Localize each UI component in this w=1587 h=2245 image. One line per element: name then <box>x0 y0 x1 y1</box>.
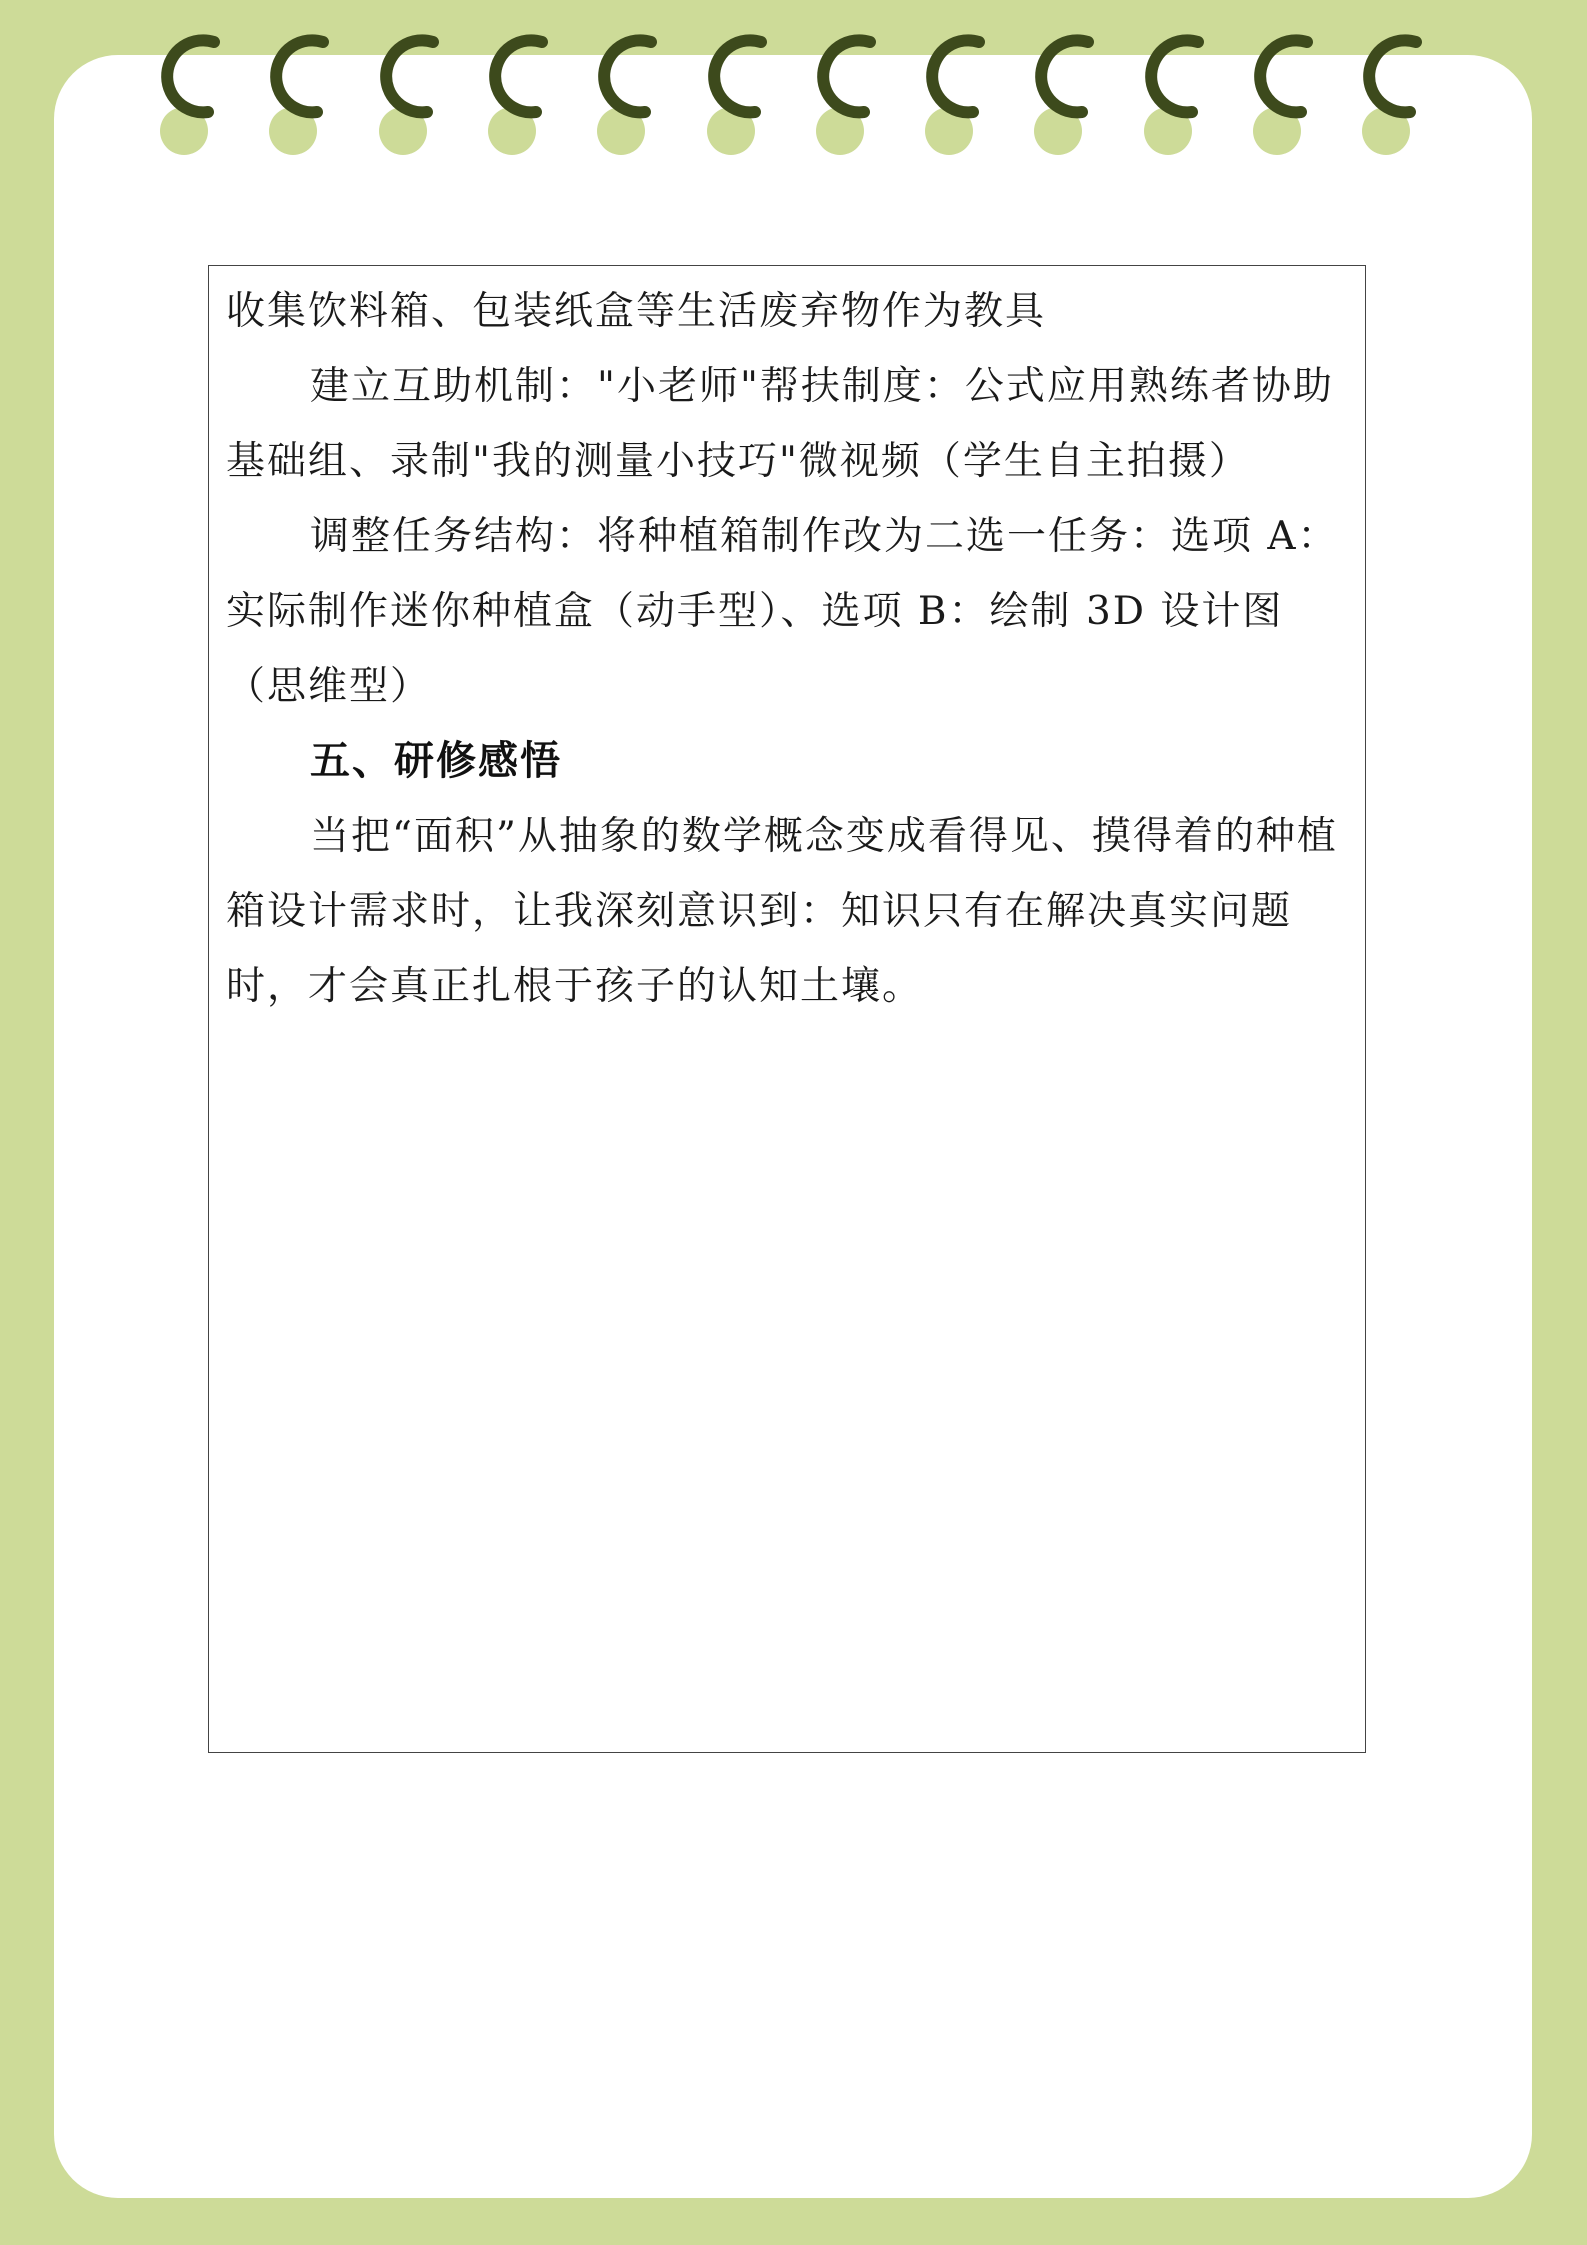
spiral-binding <box>0 0 1587 170</box>
ring-icon <box>1016 28 1100 158</box>
ring-wire <box>823 40 870 112</box>
paragraph-reflection: 当把“面积”从抽象的数学概念变成看得见、摸得着的种植箱设计需求时，让我深刻意识到：知识只有在解决真实问题时，才会真正扎根于孩子的认知土壤。 <box>226 814 1338 1009</box>
ring-icon <box>1344 28 1428 158</box>
binding-ring <box>361 28 445 158</box>
binding-ring <box>907 28 991 158</box>
ring-icon <box>798 28 882 158</box>
document-body <box>226 274 1350 1024</box>
ring-icon <box>689 28 773 158</box>
ring-wire <box>714 40 761 112</box>
ring-icon <box>1126 28 1210 158</box>
content-frame <box>208 265 1366 1753</box>
ring-icon <box>251 28 335 158</box>
paragraph-mutual-help: 建立互助机制："小老师"帮扶制度：公式应用熟练者协助基础组、录制"我的测量小技巧"微视频（学生自主拍摄） <box>226 364 1334 484</box>
binding-ring <box>470 28 554 158</box>
ring-wire <box>167 40 214 112</box>
ring-icon <box>1235 28 1319 158</box>
ring-wire <box>276 40 323 112</box>
binding-ring <box>1344 28 1428 158</box>
ring-icon <box>470 28 554 158</box>
ring-wire <box>1151 40 1198 112</box>
ring-wire <box>1042 40 1089 112</box>
binding-ring <box>689 28 773 158</box>
paragraph-teaching-materials: 收集饮料箱、包装纸盒等生活废弃物作为教具 <box>226 289 1047 334</box>
binding-ring <box>251 28 335 158</box>
binding-ring <box>1126 28 1210 158</box>
binding-ring <box>142 28 226 158</box>
ring-icon <box>579 28 663 158</box>
ring-wire <box>386 40 433 112</box>
binding-ring <box>798 28 882 158</box>
ring-wire <box>1260 40 1307 112</box>
ring-icon <box>361 28 445 158</box>
binding-ring <box>1235 28 1319 158</box>
paragraph-task-structure: 调整任务结构：将种植箱制作改为二选一任务：选项 A：实际制作迷你种植盒（动手型）、选项 B：绘制 3D 设计图（思维型） <box>226 514 1339 709</box>
ring-wire <box>495 40 542 112</box>
binding-ring <box>1016 28 1100 158</box>
ring-wire <box>932 40 979 112</box>
binding-ring <box>579 28 663 158</box>
ring-icon <box>907 28 991 158</box>
section-heading: 五、研修感悟 <box>310 738 562 784</box>
ring-wire <box>604 40 651 112</box>
ring-icon <box>142 28 226 158</box>
ring-wire <box>1369 40 1416 112</box>
